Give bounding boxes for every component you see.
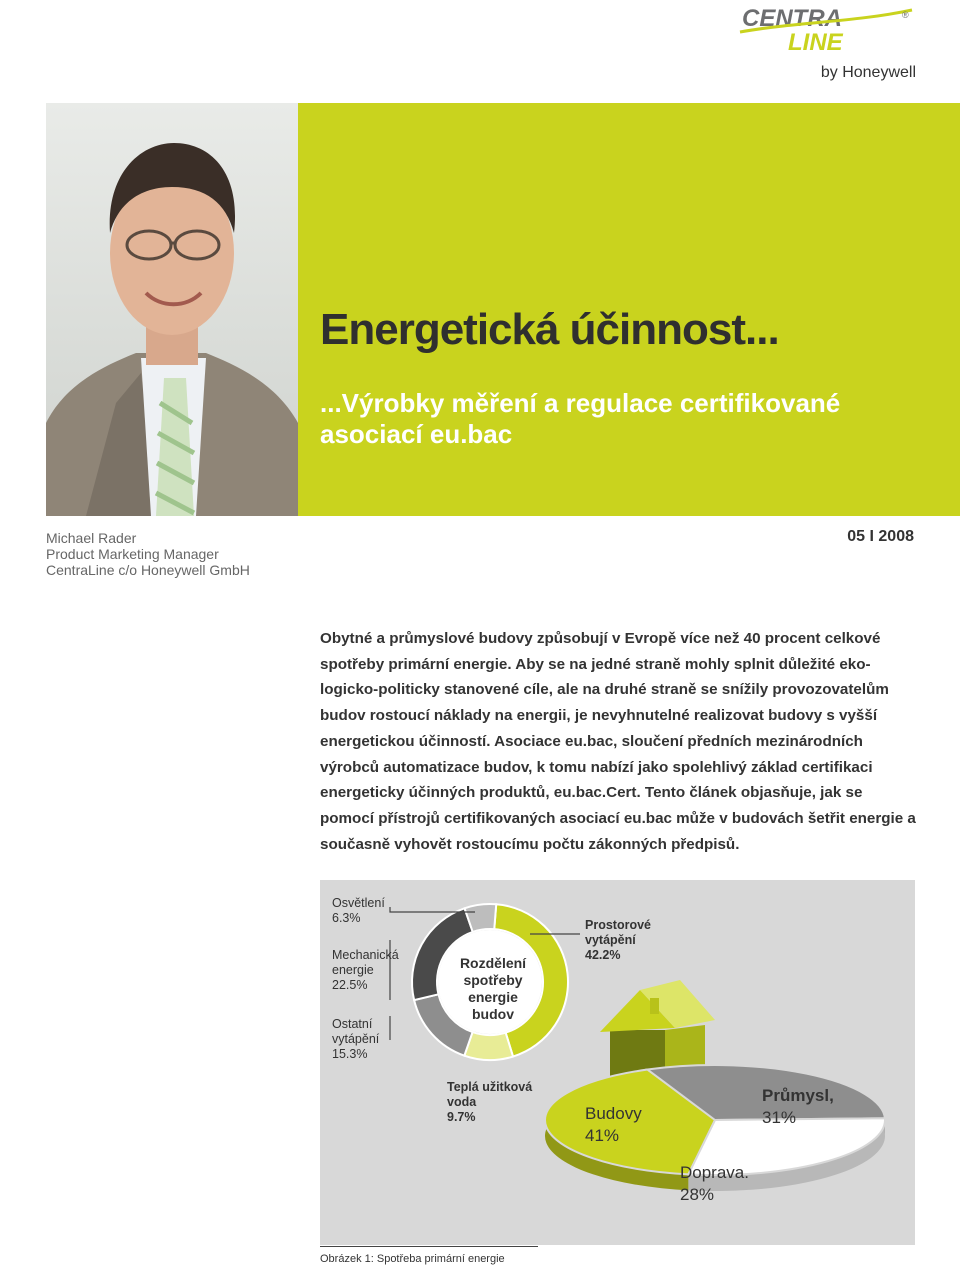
author-company: CentraLine c/o Honeywell GmbH xyxy=(46,562,250,578)
author-name: Michael Rader xyxy=(46,530,137,546)
label-space-heating: Prostorové vytápění 42.2% xyxy=(585,918,651,962)
logo-registered-mark: ® xyxy=(902,10,909,20)
issue-date: 05 I 2008 xyxy=(847,528,914,545)
author-block xyxy=(46,530,250,578)
label-transport: Doprava. 28% xyxy=(680,1163,749,1204)
logo-byline: by Honeywell xyxy=(820,64,916,81)
label-mechanical: Mechanická energie 22.5% xyxy=(332,948,399,992)
intro-body: Aby se na jedné straně mohly splnit důležité eko-logicko-politicky stanovené cíle, ale na druhé straně se snížily provozovatelům budov rostoucí náklady na energii, je nevyhnutelné realizovat budovy s vyšší energetickou účinností. Asociace eu.bac, sloučení předních mezinárodních výrobců automatizace budov, k tomu nabízí jako spolehlivý základ certifikaci energeticky účinných produktů, eu.bac.Cert. Tento článek objasňuje, jak se pomocí přístrojů certifikovaných asociací eu.bac může v budovách šetřit energie a současně vyhovět rostoucímu počtu zákonných předpisů. xyxy=(320,655,916,853)
figure-caption: Obrázek 1: Spotřeba primární energie xyxy=(320,1253,505,1265)
label-lighting: Osvětlení 6.3% xyxy=(332,896,385,925)
label-hot-water: Teplá užitková voda 9.7% xyxy=(447,1080,533,1124)
centraline-logo-mark xyxy=(736,4,916,64)
page-subtitle: ...Výrobky měření a regulace certifikované asociací eu.bac xyxy=(320,388,841,449)
donut-center-label: Rozdělení spotřeby energie budov xyxy=(459,955,527,1022)
label-industry: Průmysl, 31% xyxy=(762,1086,834,1127)
intro-paragraph xyxy=(320,626,920,857)
portrait-illustration xyxy=(46,103,298,516)
energy-figure xyxy=(320,880,915,1245)
logo-text-bottom: LINE xyxy=(788,29,843,56)
author-portrait xyxy=(46,103,298,516)
centraline-logo xyxy=(736,4,916,84)
page-title: Energetická účinnost... xyxy=(320,305,779,354)
logo-text-top: CENTRA xyxy=(742,5,842,32)
label-other-heating: Ostatní vytápění 15.3% xyxy=(332,1017,380,1061)
caption-rule xyxy=(320,1246,538,1247)
label-buildings: Budovy 41% xyxy=(585,1104,642,1145)
intro-lead: Obytné a průmyslové budovy způsobují v Evropě více než 40 procent celkové spotřeby primární energie. xyxy=(320,630,881,673)
author-role: Product Marketing Manager xyxy=(46,546,219,562)
